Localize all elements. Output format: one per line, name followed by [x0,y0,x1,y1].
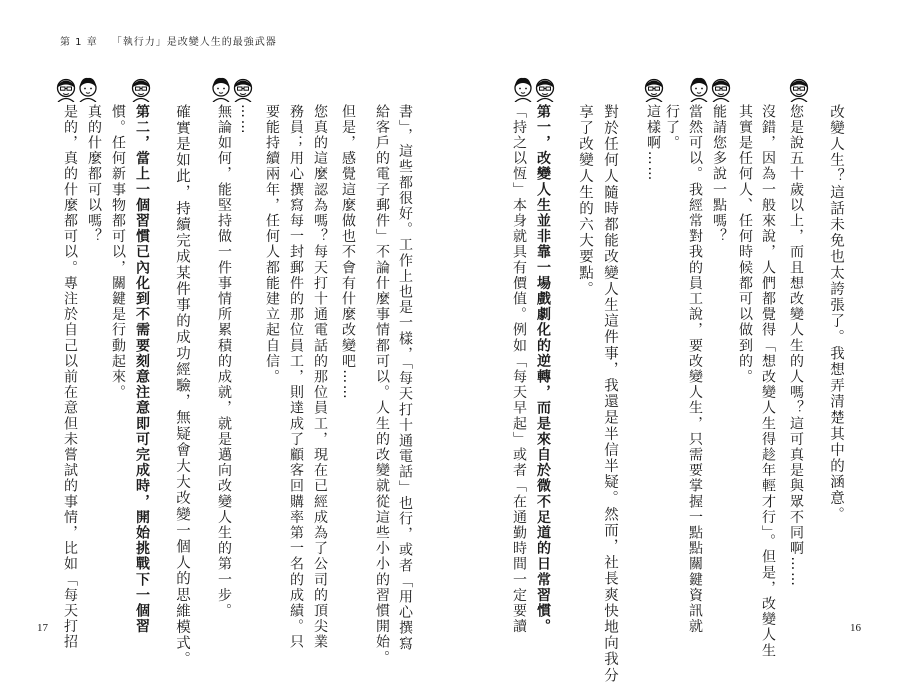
dialog-column: 「持之以恆」本身就具有價值。例如「每天早起」或者「在通勤時間一定要讀 [511,104,527,635]
speaker-icon [130,76,152,102]
speaker-icon [643,76,665,102]
dialog-column: 給客戶的電子郵件」不論什麼事情都可以。人生的改變就從這些小小的習慣開始。 [374,104,390,666]
chapter-title: 「執行力」是改變人生的最強武器 [111,37,277,48]
dialog-column: 您是說五十歲以上，而且想改變人生的人嗎？這可真是與眾不同啊…… [788,104,804,588]
dialog-column: 慣。任何新事物都可以，關鍵是行動起來。 [110,104,126,401]
dialog-column: 您真的這麼認為嗎？每天打十通電話的那位員工，現在已經成為了公司的頂尖業 [312,104,328,650]
dialog-column: 這樣啊…… [645,104,661,182]
page-number-right: 16 [850,622,861,634]
dialog-column: 行了。 [664,104,680,151]
dialog-column: 當然可以。我經常對我的員工說，要改變人生，只需要掌握一點點關鍵資訊就 [687,104,703,635]
dialog-column: 務員；用心撰寫每一封郵件的那位員工，則達成了顧客回購率第一名的成績。只 [288,104,304,650]
speaker-pair-icon [688,76,732,102]
speaker-icon [788,76,810,102]
running-header [60,33,277,48]
dialog-column: 第二，當上一個習慣已內化到不需要刻意注意即可完成時，開始挑戰下一個習 [134,104,150,635]
dialog-column: 第一，改變人生並非靠一場戲劇化的逆轉，而是來自於微不足道的日常習慣。 [535,104,551,635]
dialog-column: 是的，真的什麼都可以。專注於自己以前在意但未嘗試的事情，比如「每天打招 [62,104,78,650]
page-number-left: 17 [37,622,48,634]
dialog-column: 要能持續兩年，任何人都能建立起自信。 [264,104,280,385]
dialog-column: 無論如何，能堅持做一件事情所累積的成就，就是邁向改變人生的第一步。 [216,104,232,619]
dialog-column: 書」，這些都很好。工作上也是一樣，「每天打十通電話」也行，或者「用心撰寫 [397,104,413,652]
text-column: 改變人生？這話未免也太誇張了。我想弄清楚其中的涵意。 [828,104,844,523]
speaker-pair-icon [55,76,99,102]
dialog-column: 沒錯，因為一般來說，人們都覺得「想改變人生得趁年輕才行」。但是，改變人生 [760,104,776,659]
dialog-column: 真的什麼都可以嗎？ [86,104,102,245]
dialog-column: …… [238,104,254,136]
speaker-pair-icon [210,76,254,102]
dialog-column: 其實是任何人、任何時候都可以做到的。 [737,104,753,385]
dialog-column: 能請您多說一點嗎？ [711,104,727,245]
text-column: 確實是如此，持續完成某件事的成功經驗，無疑會大大改變一個人的思維模式。 [174,104,190,668]
text-column: 享了改變人生的六大要點。 [577,104,593,298]
dialog-column: 但是，感覺這麼做也不會有什麼改變吧…… [340,104,356,401]
speaker-pair-icon [512,76,556,102]
chapter-number: 第 1 章 [60,37,98,48]
text-column: 對於任何人隨時都能改變人生這件事，我還是半信半疑。然而，社長爽快地向我分 [602,104,618,684]
